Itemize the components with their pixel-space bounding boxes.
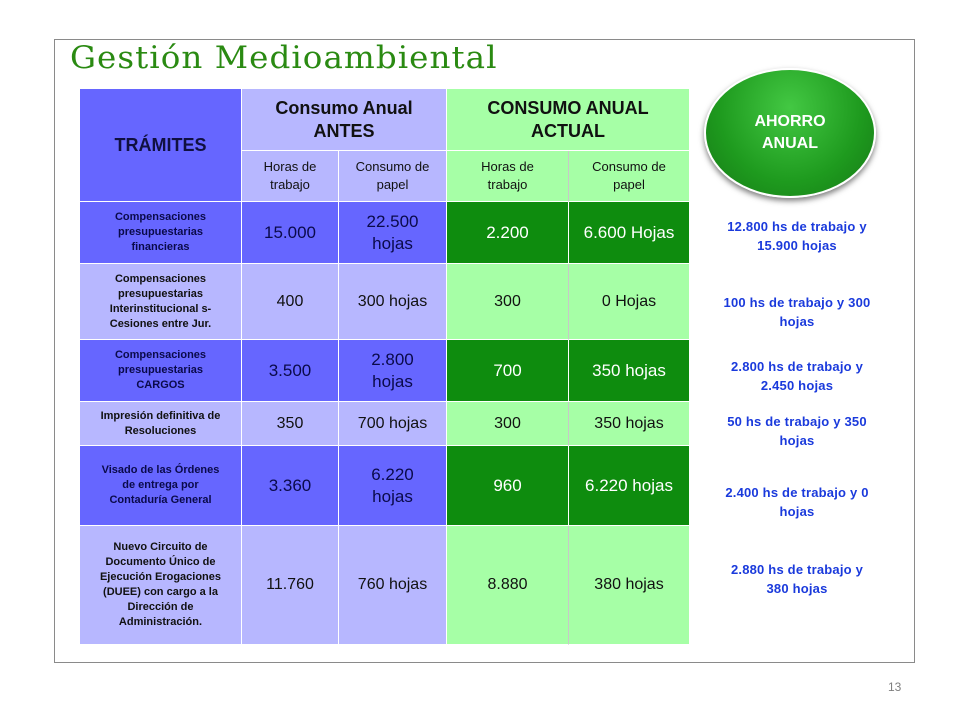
row-label: Compensaciones presupuestarias Interinstitucional s- Cesiones entre Jur.: [80, 264, 242, 340]
cell-papel-actual: 6.220 hojas: [569, 446, 690, 526]
cell-horas-actual: 300: [447, 402, 569, 446]
cell-papel-antes: 760 hojas: [339, 526, 447, 645]
page-number: 13: [888, 680, 902, 694]
row-label: Impresión definitiva de Resoluciones: [80, 402, 242, 446]
cell-horas-antes: 400: [242, 264, 339, 340]
cell-horas-antes: 3.500: [242, 340, 339, 402]
cell-papel-actual: 0 Hojas: [569, 264, 690, 340]
cell-horas-antes: 350: [242, 402, 339, 446]
tramites-table: [80, 89, 690, 645]
subheader-horas-actual: Horas de trabajo: [447, 151, 569, 202]
savings-text: 12.800 hs de trabajo y 15.900 hojas: [727, 219, 867, 253]
cell-papel-antes: 700 hojas: [339, 402, 447, 446]
page-title: Gestión Medioambiental: [70, 40, 498, 76]
cell-papel-actual: 6.600 Hojas: [569, 202, 690, 264]
row-label: Compensaciones presupuestarias financieras: [80, 202, 242, 264]
savings-text: 2.400 hs de trabajo y 0 hojas: [725, 485, 869, 519]
cell-horas-antes: 15.000: [242, 202, 339, 264]
row-label: Compensaciones presupuestarias CARGOS: [80, 340, 242, 402]
cell-papel-actual: 350 hojas: [569, 402, 690, 446]
savings-text: 100 hs de trabajo y 300 hojas: [723, 295, 871, 329]
cell-horas-antes: 3.360: [242, 446, 339, 526]
ahorro-anual-badge: AHORRO ANUAL: [704, 68, 876, 198]
cell-horas-actual: 8.880: [447, 526, 569, 645]
cell-papel-antes: 300 hojas: [339, 264, 447, 340]
row-label: Visado de las Órdenes de entrega por Contaduría General: [80, 446, 242, 526]
cell-horas-actual: 2.200: [447, 202, 569, 264]
savings-text: 50 hs de trabajo y 350 hojas: [727, 414, 867, 448]
cell-horas-actual: 960: [447, 446, 569, 526]
header-consumo-antes: Consumo Anual ANTES: [242, 89, 447, 151]
row-label: Nuevo Circuito de Documento Único de Ejecución Erogaciones (DUEE) con cargo a la Dirección de Administración.: [80, 526, 242, 645]
cell-horas-actual: 300: [447, 264, 569, 340]
savings-text: 2.800 hs de trabajo y 2.450 hojas: [730, 359, 864, 393]
subheader-horas-antes: Horas de trabajo: [242, 151, 339, 202]
cell-papel-antes: 22.500 hojas: [339, 202, 447, 264]
cell-papel-actual: 350 hojas: [569, 340, 690, 402]
cell-papel-antes: 6.220 hojas: [339, 446, 447, 526]
header-tramites: TRÁMITES: [80, 89, 242, 202]
subheader-papel-actual: Consumo de papel: [569, 151, 690, 202]
cell-horas-actual: 700: [447, 340, 569, 402]
savings-text: 2.880 hs de trabajo y 380 hojas: [730, 562, 864, 596]
subheader-papel-antes: Consumo de papel: [339, 151, 447, 202]
cell-papel-antes: 2.800 hojas: [339, 340, 447, 402]
cell-papel-actual: 380 hojas: [569, 526, 690, 645]
header-consumo-actual: CONSUMO ANUAL ACTUAL: [447, 89, 690, 151]
cell-horas-antes: 11.760: [242, 526, 339, 645]
